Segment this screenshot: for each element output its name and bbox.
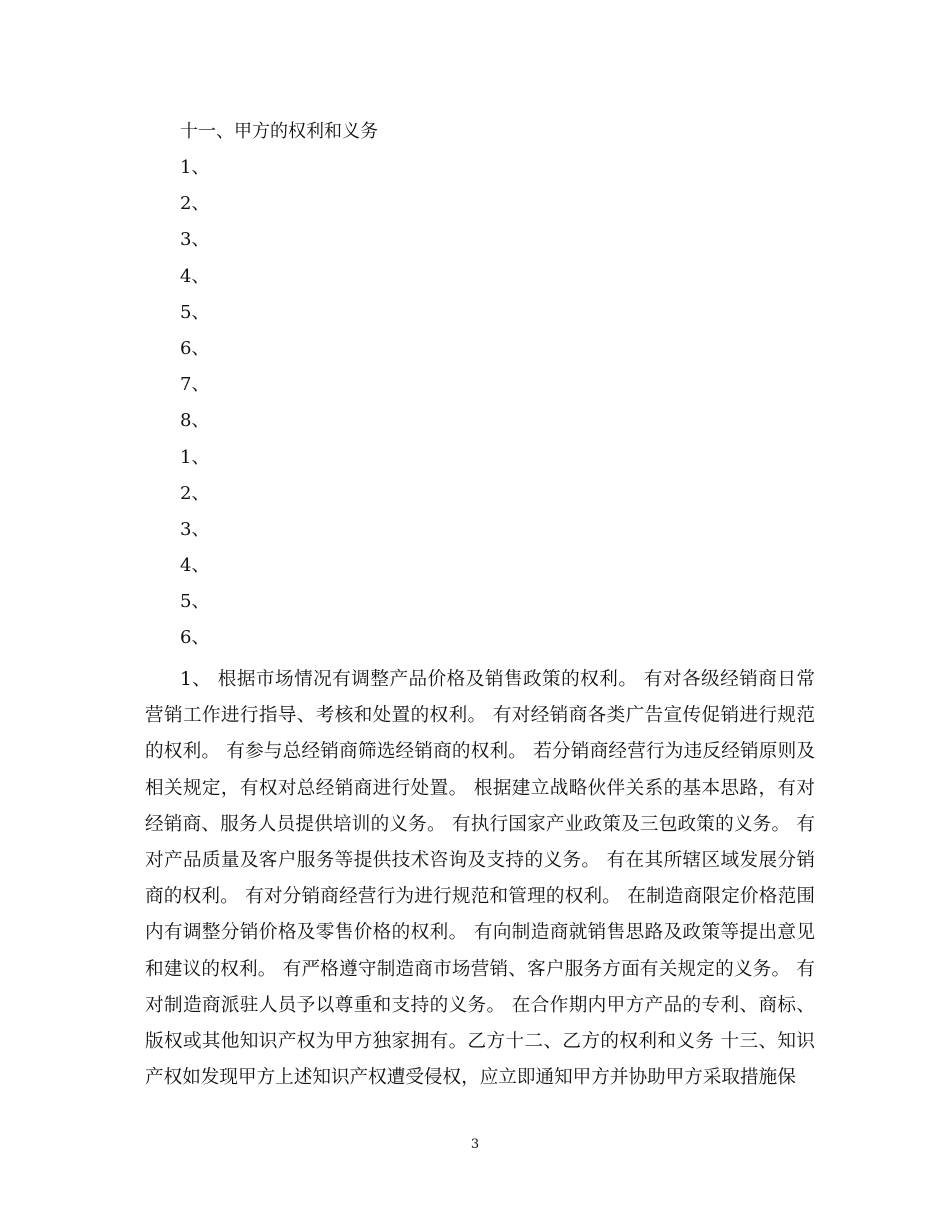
list-item: 6、 <box>180 337 210 359</box>
section-heading: 十一、甲方的权利和义务 <box>180 121 378 142</box>
list-item: 5、 <box>180 301 210 323</box>
list-item: 3、 <box>180 229 210 251</box>
list-item: 4、 <box>180 555 210 577</box>
list-item: 2、 <box>180 482 210 504</box>
list-item: 3、 <box>180 518 210 540</box>
list-item: 1、 <box>180 157 210 178</box>
numbered-list <box>180 154 209 661</box>
list-item: 7、 <box>180 374 210 396</box>
list-item: 2、 <box>180 193 210 215</box>
list-item: 6、 <box>180 627 210 649</box>
list-item: 5、 <box>180 591 210 613</box>
body-paragraph: 1、 根据市场情况有调整产品价格及销售政策的权利。 有对各级经销商日常营销工作进行指导、考核和处置的权利。 有对经销商各类广告宣传促销进行规范的权利。 有参与总经销商筛选经销商的权利。 若分销商经营行为违反经销原则及相关规定，有权对总经销商进行处置。 根据建立战略伙伴关系的基本思路，有对经销商、服务人员提供培训的义务。 有执行国家产业政策及三包政策的义务。 有对产品质量及客户服务等提供技术咨询及支持的义务。 有在其所辖区域发展分销商的权利。 有对分销商经营行为进行规范和管理的权利。 在制造商限定价格范围内有调整分销价格及零售价格的权利。 有向制造商就销售思路及政策等提出意见和建议的权利。 有严格遵守制造商市场营销、客户服务方面有关规定的义务。 有对制造商派驻人员予以尊重和支持的义务。 在合作期内甲方产品的专利、商标、版权或其他知识产权为甲方独家拥有。乙方十二、乙方的权利和义务 十三、知识产权如发现甲方上述知识产权遭受侵权，应立即通知甲方并协助甲方采取措施保 <box>145 669 815 1089</box>
list-item: 8、 <box>180 410 210 432</box>
list-item: 1、 <box>180 446 210 468</box>
page-number: 3 <box>470 1137 480 1152</box>
list-item: 4、 <box>180 265 210 287</box>
